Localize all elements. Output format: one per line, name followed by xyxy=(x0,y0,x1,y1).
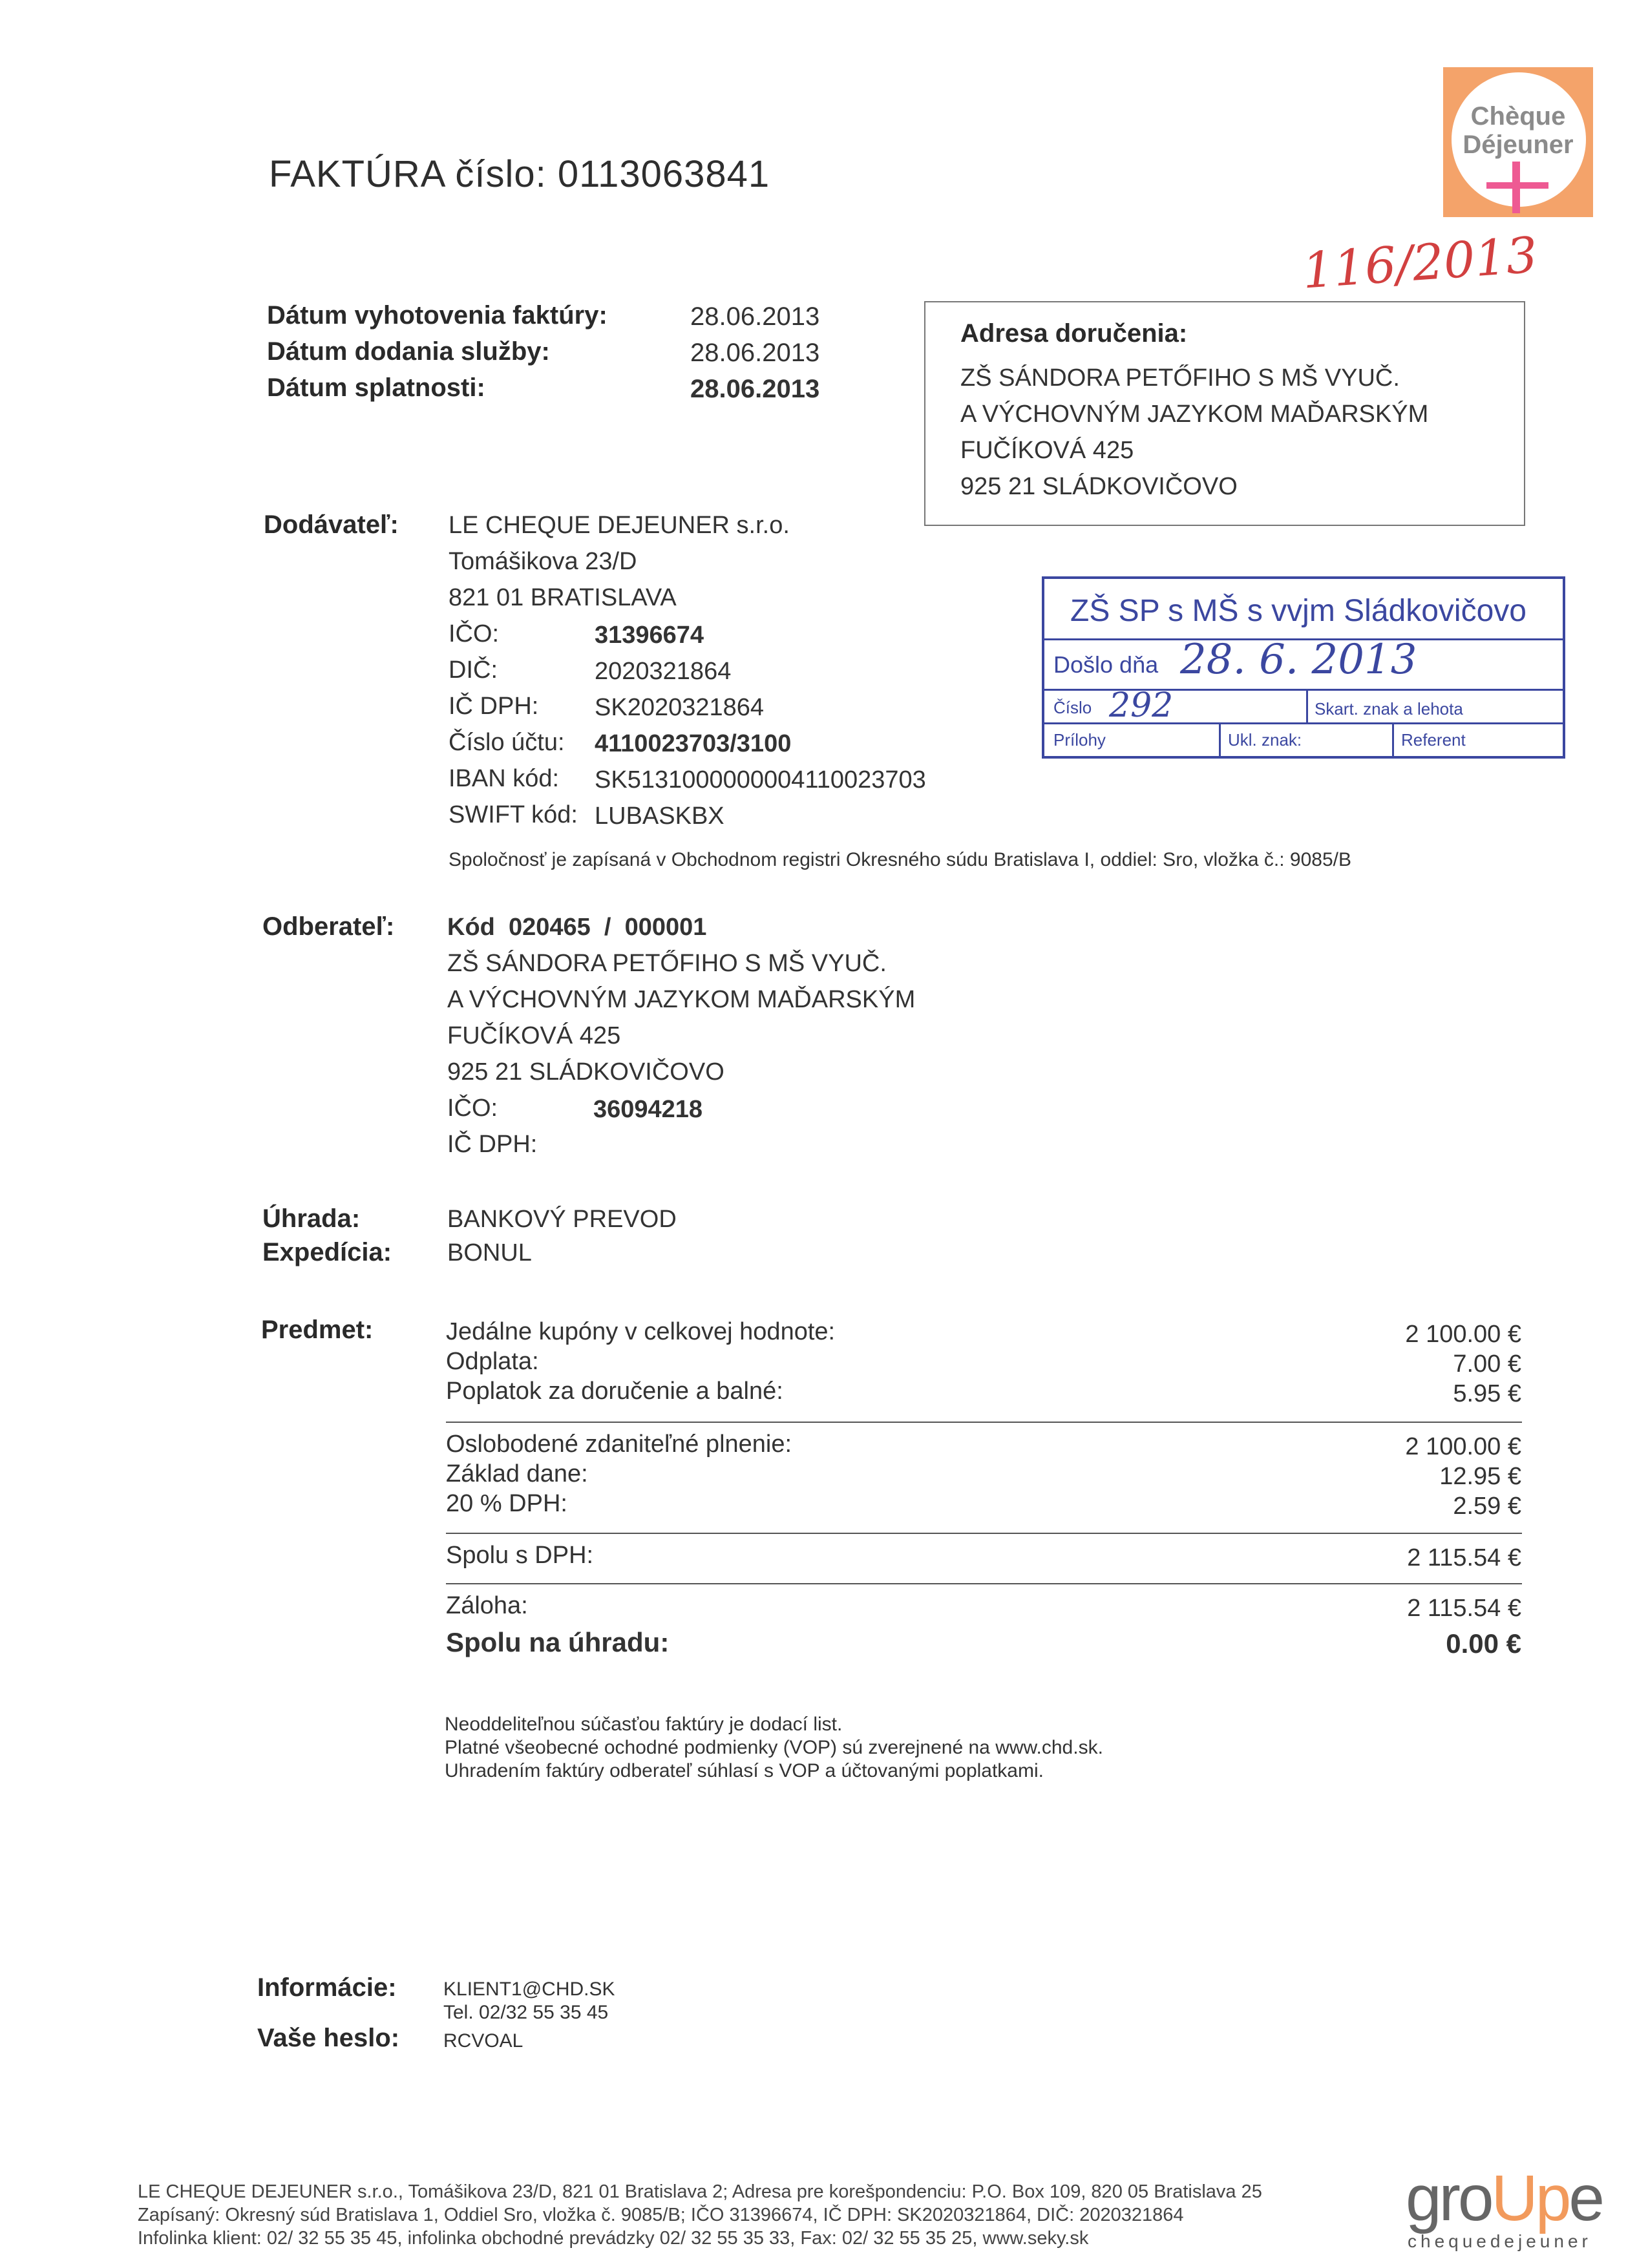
brand-logo-line1: Chèque xyxy=(1470,102,1566,131)
item-amount: 2.59 € xyxy=(1453,1493,1521,1520)
delivery-address-heading: Adresa doručenia: xyxy=(960,319,1188,348)
supplier-icdph-label: IČ DPH: xyxy=(449,693,539,720)
expedition-label: Expedícia: xyxy=(262,1238,392,1266)
groupe-logo-post: e xyxy=(1569,2162,1602,2234)
groupe-logo-subtitle: chequedejeuner xyxy=(1408,2231,1592,2251)
due-date-label: Dátum splatnosti: xyxy=(267,373,485,402)
supplier-account-label: Číslo účtu: xyxy=(449,729,565,756)
handwritten-registry-number: 116/2013 xyxy=(1300,226,1539,300)
customer-ico: 36094218 xyxy=(593,1096,703,1123)
footer-line: LE CHEQUE DEJEUNER s.r.o., Tomášikova 23/D, 821 01 Bratislava 2; Adresa pre korešpondenciu: P.O. Box 109, 820 05 Bratislava 25 xyxy=(138,2181,1262,2202)
issue-date-value: 28.06.2013 xyxy=(690,302,820,331)
due-date-value: 28.06.2013 xyxy=(690,375,820,403)
invoice-title: FAKTÚRA číslo: 0113063841 xyxy=(269,153,770,195)
supplier-icdph: SK2020321864 xyxy=(595,694,765,721)
supplier-iban: SK5131000000004110023703 xyxy=(595,766,926,793)
item-label: Poplatok za doručenie a balné: xyxy=(446,1378,783,1405)
info-email: KLIENT1@CHD.SK xyxy=(443,1979,615,2000)
deposit-amount: 2 115.54 € xyxy=(1407,1595,1521,1622)
supplier-dic-label: DIČ: xyxy=(449,656,498,684)
groupe-logo-up: Up xyxy=(1491,2162,1569,2234)
delivery-address-line: FUČÍKOVÁ 425 xyxy=(960,437,1134,464)
groupe-logo-pre: gro xyxy=(1406,2162,1492,2234)
supplier-registry-note: Spoločnosť je zapísaná v Obchodnom registri Okresného súdu Bratislava I, oddiel: Sro, vložka č.: 9085/B xyxy=(449,849,1351,870)
stamp-received-value: 28. 6. 2013 xyxy=(1180,636,1417,684)
divider xyxy=(446,1422,1522,1423)
delivery-date-value: 28.06.2013 xyxy=(690,339,820,367)
item-label: Oslobodené zdaniteľné plnenie: xyxy=(446,1431,792,1458)
supplier-street: Tomášikova 23/D xyxy=(449,548,637,575)
supplier-label: Dodávateľ: xyxy=(264,510,399,539)
stamp-received-label: Došlo dňa xyxy=(1053,651,1159,678)
supplier-swift-label: SWIFT kód: xyxy=(449,801,578,828)
customer-label: Odberateľ: xyxy=(262,912,395,941)
deposit-label: Záloha: xyxy=(446,1592,528,1619)
to-pay-amount: 0.00 € xyxy=(1446,1628,1521,1659)
registry-stamp xyxy=(1042,576,1565,759)
customer-code: Kód 020465 / 000001 xyxy=(447,914,707,941)
supplier-iban-label: IBAN kód: xyxy=(449,765,560,792)
supplier-swift: LUBASKBX xyxy=(595,803,724,830)
stamp-shred-label: Skart. znak a lehota xyxy=(1315,699,1463,719)
supplier-dic: 2020321864 xyxy=(595,658,732,685)
note-line: Platné všeobecné ochodné podmienky (VOP) sú zverejnené na www.chd.sk. xyxy=(445,1737,1103,1758)
footer-line: Infolinka klient: 02/ 32 55 35 45, infolinka obchodné prevádzky 02/ 32 55 35 33, Fax: 02/ 32 55 35 25, www.seky.sk xyxy=(138,2228,1089,2249)
password-label: Vaše heslo: xyxy=(257,2024,400,2052)
item-amount: 5.95 € xyxy=(1453,1380,1521,1407)
note-line: Neoddeliteľnou súčasťou faktúry je dodací list. xyxy=(445,1714,843,1735)
delivery-address-line: A VÝCHOVNÝM JAZYKOM MAĎARSKÝM xyxy=(960,401,1429,428)
note-line: Uhradením faktúry odberateľ súhlasí s VOP a účtovanými poplatkami. xyxy=(445,1760,1044,1781)
payment-value: BANKOVÝ PREVOD xyxy=(447,1206,677,1233)
expedition-value: BONUL xyxy=(447,1239,532,1266)
customer-ico-label: IČO: xyxy=(447,1095,498,1122)
stamp-title: ZŠ SP s MŠ s vvjm Sládkovičovo xyxy=(1070,594,1527,628)
total-vat-amount: 2 115.54 € xyxy=(1407,1544,1521,1571)
stamp-referent-label: Referent xyxy=(1401,730,1466,750)
stamp-storage-label: Ukl. znak: xyxy=(1228,730,1302,750)
supplier-city: 821 01 BRATISLAVA xyxy=(449,584,677,611)
password-value: RCVOAL xyxy=(443,2030,523,2052)
supplier-name: LE CHEQUE DEJEUNER s.r.o. xyxy=(449,512,790,539)
stamp-number-value: 292 xyxy=(1109,686,1174,725)
payment-label: Úhrada: xyxy=(262,1204,361,1233)
item-amount: 12.95 € xyxy=(1439,1463,1521,1490)
item-amount: 2 100.00 € xyxy=(1405,1433,1521,1460)
item-amount: 7.00 € xyxy=(1453,1350,1521,1378)
total-vat-label: Spolu s DPH: xyxy=(446,1542,594,1569)
info-label: Informácie: xyxy=(257,1973,397,2002)
divider xyxy=(446,1583,1522,1584)
item-label: Jedálne kupóny v celkovej hodnote: xyxy=(446,1318,836,1345)
groupe-logo xyxy=(1406,2161,1602,2236)
customer-address-line: A VÝCHOVNÝM JAZYKOM MAĎARSKÝM xyxy=(447,986,916,1013)
items-label: Predmet: xyxy=(261,1316,374,1344)
divider xyxy=(446,1533,1522,1534)
footer-line: Zapísaný: Okresný súd Bratislava 1, Oddiel Sro, vložka č. 9085/B; IČO 31396674, IČ DPH: SK2020321864, DIČ: 2020321864 xyxy=(138,2205,1184,2225)
to-pay-label: Spolu na úhradu: xyxy=(446,1627,670,1657)
issue-date-label: Dátum vyhotovenia faktúry: xyxy=(267,301,607,330)
customer-address-line: 925 21 SLÁDKOVIČOVO xyxy=(447,1058,724,1086)
stamp-attachments-label: Prílohy xyxy=(1053,730,1106,750)
delivery-date-label: Dátum dodania služby: xyxy=(267,337,550,366)
info-phone: Tel. 02/32 55 35 45 xyxy=(443,2002,609,2023)
item-amount: 2 100.00 € xyxy=(1405,1321,1521,1348)
customer-address-line: FUČÍKOVÁ 425 xyxy=(447,1022,621,1049)
item-label: Odplata: xyxy=(446,1348,539,1375)
brand-logo-text xyxy=(1443,102,1593,159)
item-label: Základ dane: xyxy=(446,1460,588,1487)
brand-logo-line2: Déjeuner xyxy=(1463,131,1574,159)
supplier-ico-label: IČO: xyxy=(449,620,500,647)
delivery-address-line: ZŠ SÁNDORA PETŐFIHO S MŠ VYUČ. xyxy=(960,364,1400,392)
customer-icdph-label: IČ DPH: xyxy=(447,1131,538,1158)
customer-address-line: ZŠ SÁNDORA PETŐFIHO S MŠ VYUČ. xyxy=(447,950,887,977)
delivery-address-line: 925 21 SLÁDKOVIČOVO xyxy=(960,473,1238,500)
supplier-account: 4110023703/3100 xyxy=(595,730,792,757)
item-label: 20 % DPH: xyxy=(446,1490,567,1517)
supplier-ico: 31396674 xyxy=(595,622,704,649)
logo-cross-bar xyxy=(1486,182,1548,189)
stamp-number-label: Číslo xyxy=(1053,698,1092,717)
